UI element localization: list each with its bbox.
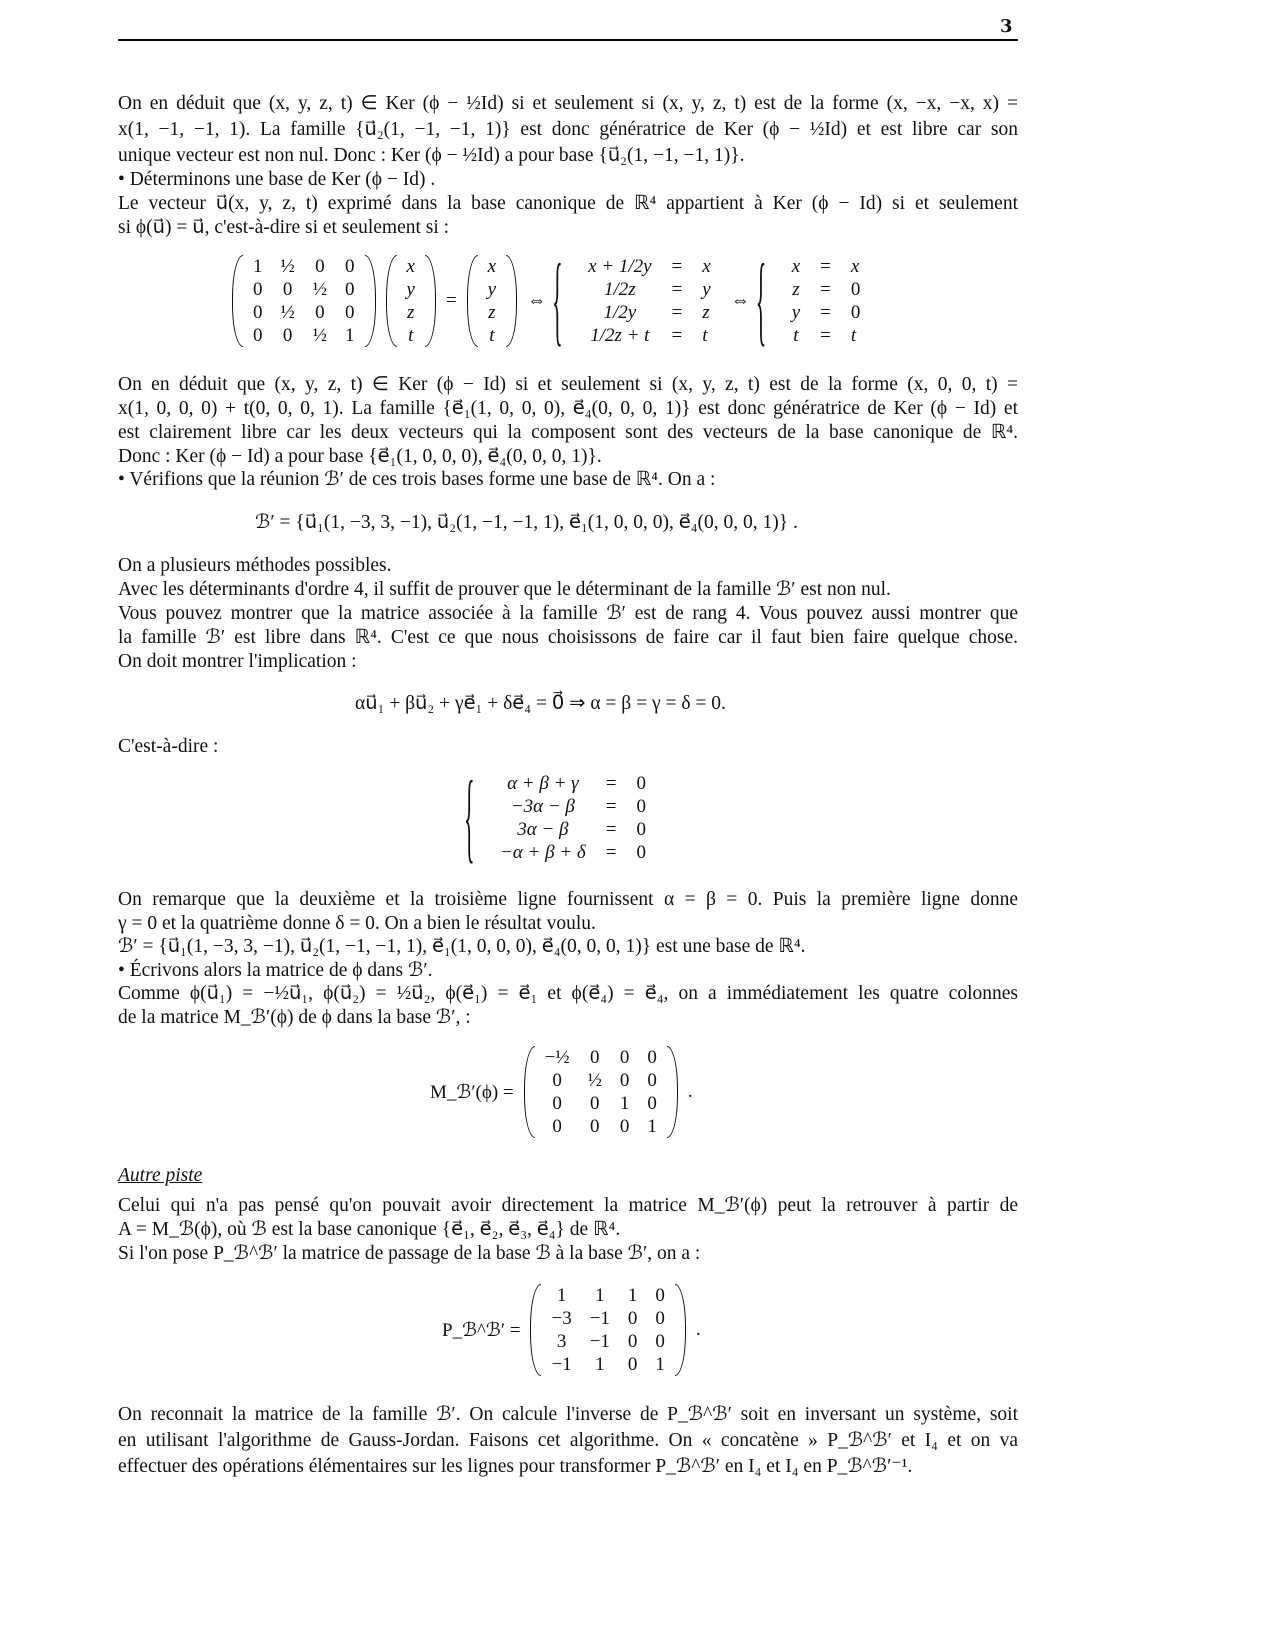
- matrix-cell: 0: [282, 278, 293, 300]
- matrix-cell: 0: [627, 1353, 638, 1375]
- text-line: On en déduit que (x, y, z, t) ∈ Ker (ϕ − ½Id) si et seulement si (x, y, z, t) est de la forme (x, −x, −x, x) =: [118, 93, 1018, 114]
- system-cell: 1/2z: [603, 278, 636, 300]
- system-alpha-beta: [468, 772, 656, 864]
- matrix-cell: y: [406, 278, 415, 300]
- text-line: Celui qui n'a pas pensé qu'on pouvait avoir directement la matrice M_ℬ′(ϕ) peut la retrouver à partir de: [118, 1195, 1018, 1216]
- system-cell: 1/2y: [603, 301, 637, 323]
- system-cell: =: [605, 795, 617, 817]
- text-line: Vous pouvez montrer que la matrice associée à la famille ℬ′ est de rang 4. Vous pouvez aussi montrer que: [118, 603, 1018, 624]
- vector-x-rhs: [467, 255, 517, 347]
- text-line: On reconnait la matrice de la famille ℬ′. On calcule l'inverse de P_ℬ^ℬ′ soit en inversant un système, soit: [118, 1404, 1018, 1425]
- matrix-cell: 1: [595, 1284, 605, 1306]
- matrix-cell: 1: [345, 324, 355, 346]
- system-cell: 0: [636, 795, 646, 817]
- matrix-cell: 0: [345, 301, 355, 323]
- matrix-cell: 0: [345, 278, 355, 300]
- system-cell: t: [850, 324, 857, 346]
- matrix-cell: −3: [551, 1307, 572, 1329]
- text-line-wrap: [118, 1455, 1018, 1479]
- system-cell: z: [702, 301, 710, 323]
- system-cell: { x: [791, 255, 801, 277]
- matrix-cell: 0: [552, 1092, 562, 1114]
- matrix-cell: 0: [345, 255, 355, 277]
- matrix-cell: 0: [619, 1046, 630, 1068]
- matrix-cell: 1: [595, 1353, 605, 1375]
- matrix-cell: −1: [589, 1307, 610, 1329]
- text-line-wrap: [118, 650, 1018, 674]
- matrix-cell: x: [406, 255, 415, 277]
- matrix-cell: 0: [552, 1069, 562, 1091]
- matrix-cell: ½: [587, 1069, 602, 1091]
- text-line-wrap: [355, 692, 726, 716]
- matrix-cell: 0: [282, 324, 293, 346]
- matrix-cell: t: [408, 324, 414, 346]
- matrix-cell: t: [489, 324, 495, 346]
- matrix-cell: −½: [544, 1046, 570, 1068]
- matrix-cell: 0: [647, 1092, 657, 1114]
- system-cell: { α + β + γ: [507, 772, 579, 794]
- page-number: 3: [1000, 16, 1013, 37]
- iff: ⇔: [527, 290, 547, 311]
- system-cell: 3α − β: [517, 818, 569, 840]
- system-cell: =: [605, 841, 617, 863]
- matrix-cell: 0: [315, 255, 325, 277]
- text-line: αu⃗₁ + βu⃗₂ + γe⃗₁ + δe⃗₄ = 0⃗ ⇒ α = β = γ = δ = 0.: [355, 693, 726, 714]
- text-line-wrap: [118, 935, 1018, 959]
- system-cell: =: [820, 278, 831, 300]
- system-cell: 0: [636, 818, 646, 840]
- matrix-cell: 0: [627, 1307, 638, 1329]
- text-line: γ = 0 et la quatrième donne δ = 0. On a bien le résultat voulu.: [118, 913, 596, 934]
- text-line: ℬ′ = {u⃗₁(1, −3, 3, −1), u⃗₂(1, −1, −1, 1), e⃗₁(1, 0, 0, 0), e⃗₄(0, 0, 0, 1)} est une base de ℝ⁴.: [118, 936, 806, 957]
- text-line: On remarque que la deuxième et la troisième ligne fournissent α = β = 0. Puis la première ligne donne: [118, 889, 1018, 910]
- system-3: [468, 772, 656, 864]
- text-line-wrap: [255, 511, 798, 535]
- matrix-cell: 0: [253, 301, 263, 323]
- matrix-cell: 0: [655, 1284, 665, 1306]
- matrix-label: M_ℬ′(ϕ) =: [430, 1081, 514, 1103]
- system-cell: =: [671, 278, 683, 300]
- matrix: [530, 1284, 685, 1376]
- system-1: [556, 255, 721, 347]
- system-cell: 0: [636, 841, 646, 863]
- matrix-cell: −1: [551, 1353, 572, 1375]
- text-line: effectuer des opérations élémentaires sur les lignes pour transformer P_ℬ^ℬ′ en I₄ et I₄ en P_ℬ^ℬ′⁻¹.: [118, 1456, 913, 1477]
- matrix-cell: x: [487, 255, 497, 277]
- text-line: Le vecteur u⃗(x, y, z, t) exprimé dans la base canonique de ℝ⁴ appartient à Ker (ϕ − Id) si et seulement: [118, 193, 1018, 214]
- matrix-cell: z: [407, 301, 415, 323]
- matrix-cell: 0: [253, 278, 263, 300]
- matrix-cell: ½: [280, 301, 295, 323]
- matrix-cell: 1: [556, 1284, 567, 1306]
- matrix-cell: 1: [619, 1092, 630, 1114]
- text-line-wrap: [118, 1242, 1018, 1266]
- period: .: [687, 1081, 693, 1102]
- text-line-wrap: [118, 445, 1018, 469]
- text-line-wrap: [118, 1218, 1018, 1242]
- text-line: ℬ′ = {u⃗₁(1, −3, 3, −1), u⃗₂(1, −1, −1, 1), e⃗₁(1, 0, 0, 0), e⃗₄(0, 0, 0, 1)} .: [255, 512, 798, 533]
- text-line: On en déduit que (x, y, z, t) ∈ Ker (ϕ − Id) si et seulement si (x, y, z, t) est de la forme (x, 0, 0, t) =: [118, 374, 1018, 395]
- system-cell: =: [671, 255, 683, 277]
- text-line: Avec les déterminants d'ordre 4, il suffit de prouver que le déterminant de la famille ℬ′ est non nul.: [118, 579, 891, 600]
- matrix-cell: 0: [552, 1115, 562, 1137]
- text-line-wrap: [118, 735, 1018, 759]
- text-line: si ϕ(u⃗) = u⃗, c'est-à-dire si et seulement si :: [118, 217, 450, 238]
- text-line: la famille ℬ′ est libre dans ℝ⁴. C'est ce que nous choisissons de faire car il faut bien faire quelque chose.: [118, 627, 1018, 648]
- system-cell: =: [605, 818, 617, 840]
- matrix-cell: ½: [280, 255, 295, 277]
- system-cell: 0: [850, 278, 861, 300]
- section-title: Autre piste: [118, 1165, 203, 1186]
- system-cell: t: [702, 324, 708, 346]
- text-line: de la matrice M_ℬ′(ϕ) de ϕ dans la base ℬ′, :: [118, 1007, 471, 1028]
- matrix-cell: −1: [589, 1330, 610, 1352]
- system-cell: x: [702, 255, 711, 277]
- text-line-wrap: [118, 144, 1018, 168]
- text-line-wrap: [118, 1006, 1018, 1030]
- matrix-cell: z: [488, 301, 496, 323]
- text-line: • Déterminons une base de Ker (ϕ − Id) .: [118, 169, 436, 190]
- system-cell: =: [820, 324, 831, 346]
- text-line-wrap: [118, 468, 1018, 492]
- text-line-wrap: [118, 912, 1018, 936]
- text-line-wrap: [118, 578, 1018, 602]
- text-line: x(1, 0, 0, 0) + t(0, 0, 0, 1). La famille {e⃗₁(1, 0, 0, 0), e⃗₄(0, 0, 0, 1)} est donc génératrice de Ker (ϕ − Id) et: [118, 398, 1018, 419]
- system-cell: =: [671, 324, 683, 346]
- matrix-cell: 1: [253, 255, 263, 277]
- matrix-cell: 0: [647, 1046, 657, 1068]
- text-line-wrap: [118, 959, 1018, 983]
- matrix-m-bprime: [430, 1046, 693, 1138]
- matrix-cell: 1: [655, 1353, 665, 1375]
- text-line: • Vérifions que la réunion ℬ′ de ces trois bases forme une base de ℝ⁴. On a :: [118, 469, 716, 490]
- matrix-cell: 1: [647, 1115, 657, 1137]
- system-cell: =: [671, 301, 683, 323]
- text-line-wrap: [118, 216, 1018, 240]
- system-2: [760, 255, 871, 347]
- system-cell: 1/2z + t: [590, 324, 650, 346]
- system-cell: 0: [636, 772, 646, 794]
- matrix-cell: 0: [589, 1092, 600, 1114]
- system-cell: =: [605, 772, 617, 794]
- matrix-cell: ½: [312, 324, 327, 346]
- matrix-cell: 0: [589, 1115, 600, 1137]
- system-cell: =: [820, 255, 831, 277]
- text-line: Comme ϕ(u⃗₁) = −½u⃗₁, ϕ(u⃗₂) = ½u⃗₂, ϕ(e⃗₁) = e⃗₁ et ϕ(e⃗₄) = e⃗₄, on a immédiatement les quatre colonnes: [118, 983, 1018, 1004]
- matrix-cell: 1: [627, 1284, 638, 1306]
- matrix-cell: 3: [556, 1330, 567, 1352]
- matrix-cell: 0: [619, 1115, 630, 1137]
- text-line: On doit montrer l'implication :: [118, 651, 357, 672]
- text-line: Si l'on pose P_ℬ^ℬ′ la matrice de passage de la base ℬ à la base ℬ′, on a :: [118, 1243, 701, 1264]
- matrix-cell: y: [487, 278, 497, 300]
- matrix-cell: ½: [312, 278, 327, 300]
- text-line: unique vecteur est non nul. Donc : Ker (ϕ − ½Id) a pour base {u⃗₂(1, −1, −1, 1)}.: [118, 145, 745, 166]
- matrix-cell: 0: [589, 1046, 600, 1068]
- system-cell: −α + β + δ: [500, 841, 586, 863]
- equation-system-1: [232, 255, 870, 347]
- matrix-label: P_ℬ^ℬ′ =: [442, 1319, 521, 1341]
- matrix-cell: 0: [315, 301, 325, 323]
- system-cell: y: [702, 278, 711, 300]
- system-cell: −3α − β: [510, 795, 575, 817]
- system-cell: z: [792, 278, 800, 300]
- system-cell: y: [791, 301, 801, 323]
- equals: =: [445, 290, 457, 311]
- text-line: • Écrivons alors la matrice de ϕ dans ℬ′.: [118, 960, 433, 981]
- matrix-cell: 0: [619, 1069, 630, 1091]
- matrix: [524, 1046, 678, 1138]
- text-line: A = M_ℬ(ϕ), où ℬ est la base canonique {e⃗₁, e⃗₂, e⃗₃, e⃗₄} de ℝ⁴.: [118, 1219, 621, 1240]
- text-line: Donc : Ker (ϕ − Id) a pour base {e⃗₁(1, 0, 0, 0), e⃗₄(0, 0, 0, 1)}.: [118, 446, 602, 467]
- system-cell: t: [793, 324, 799, 346]
- matrix-a: [232, 255, 376, 347]
- matrix-cell: 0: [627, 1330, 638, 1352]
- header-rule: [118, 39, 1018, 41]
- text-line-wrap: [118, 168, 1018, 192]
- matrix-cell: 0: [253, 324, 263, 346]
- matrix-cell: 0: [655, 1307, 665, 1329]
- system-cell: x: [850, 255, 860, 277]
- system-cell: =: [820, 301, 831, 323]
- matrix-cell: 0: [647, 1069, 657, 1091]
- text-line: C'est-à-dire :: [118, 736, 219, 757]
- iff: ⇔: [730, 290, 750, 311]
- vector-x: [386, 255, 436, 347]
- matrix-cell: 0: [655, 1330, 665, 1352]
- text-line: On a plusieurs méthodes possibles.: [118, 555, 392, 576]
- text-line: est clairement libre car les deux vecteurs qui la composent sont des vecteurs de la base canonique de ℝ⁴.: [118, 422, 1018, 443]
- text-line: x(1, −1, −1, 1). La famille {u⃗₂(1, −1, −1, 1)} est donc génératrice de Ker (ϕ − ½Id) et est libre car son: [118, 119, 1018, 140]
- period: .: [695, 1319, 701, 1340]
- system-cell: { x + 1/2y: [588, 255, 652, 277]
- text-line-wrap: [118, 554, 1018, 578]
- system-cell: 0: [850, 301, 861, 323]
- text-line-wrap: [118, 1164, 1018, 1188]
- text-line: en utilisant l'algorithme de Gauss-Jordan. Faisons cet algorithme. On « concatène » P_ℬ^ℬ′ et I₄ et on va: [118, 1430, 1018, 1451]
- matrix-p: [442, 1284, 701, 1376]
